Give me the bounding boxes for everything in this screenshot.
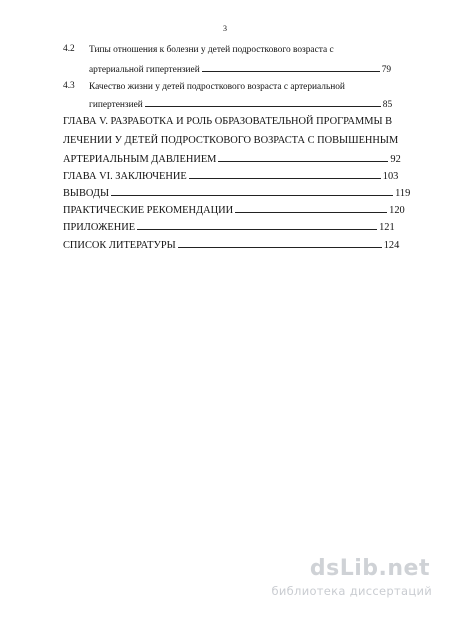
toc-recommendations — [63, 205, 405, 217]
leader-line — [145, 105, 381, 107]
toc-recommendations-title: ПРАКТИЧЕСКИЕ РЕКОМЕНДАЦИИ — [63, 205, 234, 216]
toc-item-4-3-title: Качество жизни у детей подросткового возраста с артериальной — [89, 82, 345, 92]
toc-recommendations-page: 120 — [389, 205, 405, 216]
leader-line — [178, 246, 382, 248]
toc-conclusions — [63, 188, 410, 200]
toc-chapter-5-title: ГЛАВА V. РАЗРАБОТКА И РОЛЬ ОБРАЗОВАТЕЛЬНОЙ ПРОГРАММЫ В — [63, 116, 393, 127]
leader-line — [218, 160, 388, 162]
toc-references — [63, 240, 399, 252]
watermark — [256, 556, 436, 604]
toc-item-4-2-title: Типы отношения к болезни у детей подросткового возраста с — [89, 45, 334, 55]
toc-chapter-5-title-end: АРТЕРИАЛЬНЫМ ДАВЛЕНИЕМ — [63, 154, 217, 165]
toc-item-4-2-title-end: артериальной гипертензией — [89, 65, 200, 75]
leader-line — [235, 211, 387, 213]
toc-chapter-5-title-cont: ЛЕЧЕНИИ У ДЕТЕЙ ПОДРОСТКОВОГО ВОЗРАСТА С ПОВЫШЕННЫМ — [63, 135, 399, 146]
toc-item-4-3-page: 85 — [382, 100, 393, 110]
page-number: 3 — [223, 24, 227, 33]
toc-conclusions-page: 119 — [395, 188, 411, 199]
toc-item-4-2-continuation — [89, 64, 391, 76]
leader-line — [189, 177, 381, 179]
leader-line — [202, 70, 380, 72]
toc-item-4-2-page: 79 — [381, 65, 392, 75]
leader-line — [137, 228, 377, 230]
toc-appendix-title: ПРИЛОЖЕНИЕ — [63, 222, 136, 233]
toc-item-4-2-number: 4.2 — [63, 44, 75, 54]
toc-item-4-3-title-end: гипертензией — [89, 100, 143, 110]
watermark-subtitle: библиотека диссертаций — [271, 584, 432, 598]
toc-chapter-6 — [63, 171, 398, 183]
watermark-logo: dsLib.net — [309, 556, 430, 581]
toc-chapter-5-page: 92 — [390, 154, 401, 165]
toc-appendix-page: 121 — [379, 222, 395, 233]
toc-appendix — [63, 222, 395, 234]
toc-references-page: 124 — [383, 240, 400, 251]
toc-item-4-3-continuation — [89, 99, 392, 111]
toc-chapter-6-title: ГЛАВА VI. ЗАКЛЮЧЕНИЕ — [63, 171, 187, 182]
toc-item-4-3-number: 4.3 — [63, 81, 75, 91]
leader-line — [111, 194, 393, 196]
toc-chapter-5-continuation — [63, 154, 401, 166]
toc-chapter-6-page: 103 — [382, 171, 399, 182]
toc-conclusions-title: ВЫВОДЫ — [63, 188, 110, 199]
toc-references-title: СПИСОК ЛИТЕРАТУРЫ — [63, 240, 176, 251]
